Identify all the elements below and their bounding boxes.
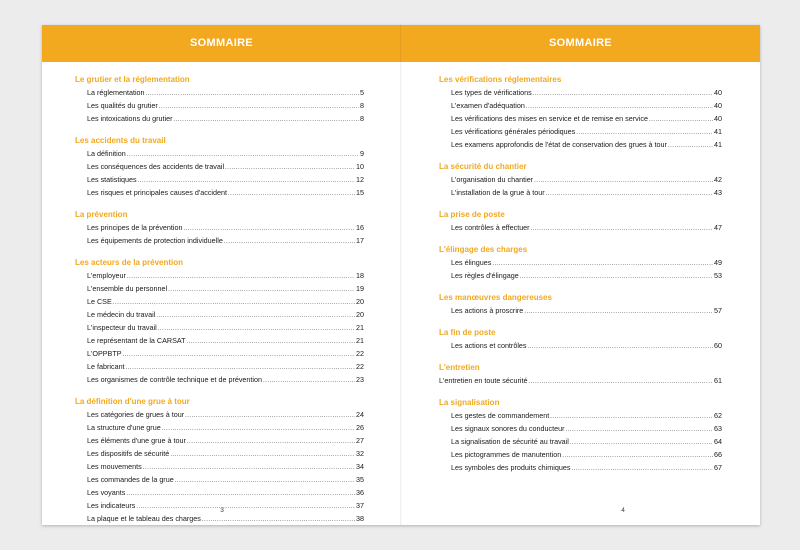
entry-label: Les intoxications du grutier [87,114,173,123]
toc-entry[interactable] [75,321,364,334]
entry-label: L'ensemble du personnel [87,284,168,293]
toc-section [75,73,364,125]
entry-label: Les organismes de contrôle technique et de prévention [87,375,263,384]
dot-leader [668,140,713,153]
entry-label: Les vérifications des mises en service et de remise en service [451,114,648,123]
toc-entry[interactable] [75,434,364,447]
toc-entry[interactable] [75,269,364,282]
toc-section [75,134,364,199]
entry-label: L'employeur [87,271,126,280]
entry-page-number: 34 [356,462,364,471]
entry-page-number: 61 [714,376,722,385]
toc-entry[interactable] [75,447,364,460]
toc-entry[interactable] [439,138,722,151]
toc-entry[interactable] [439,99,722,112]
entry-page-number: 41 [714,140,722,149]
toc-entry[interactable] [439,221,722,234]
entry-label: Le représentant de la CARSAT [87,336,186,345]
toc-entry[interactable] [439,409,722,422]
toc-section [439,291,722,317]
toc-entry[interactable] [439,339,722,352]
entry-page-number: 36 [356,488,364,497]
toc-entry[interactable] [75,160,364,173]
toc-section [439,361,722,387]
toc-section [75,395,364,525]
entry-page-number: 66 [714,450,722,459]
entry-label: La définition [87,149,126,158]
right-page [401,25,760,525]
page-number: 3 [220,507,224,514]
toc-entry[interactable] [75,99,364,112]
entry-page-number: 22 [356,349,364,358]
entry-page-number: 62 [714,411,722,420]
entry-page-number: 15 [356,188,364,197]
entry-page-number: 26 [356,423,364,432]
section-title: La prévention [75,210,128,219]
entry-label: Les risques et principales causes d'accident [87,188,228,197]
entry-page-number: 43 [714,188,722,197]
entry-label: La signalisation de sécurité au travail [451,437,569,446]
page-header-title: SOMMAIRE [190,37,253,49]
section-title: Les acteurs de la prévention [75,258,184,267]
entry-page-number: 40 [714,114,722,123]
entry-label: Les règles d'élingage [451,271,519,280]
toc-entry[interactable] [75,473,364,486]
entry-page-number: 40 [714,88,722,97]
entry-label: Les gestes de commandement [451,411,550,420]
entry-label: Les principes de la prévention [87,223,183,232]
toc-entry[interactable] [75,173,364,186]
entry-page-number: 37 [356,501,364,510]
entry-page-number: 47 [714,223,722,232]
toc-entry[interactable] [75,86,364,99]
entry-page-number: 64 [714,437,722,446]
toc-section [439,396,722,474]
entry-label: L'entretien en toute sécurité [439,376,528,385]
toc-entry[interactable] [75,334,364,347]
entry-label: La structure d'une grue [87,423,161,432]
section-title: L'élingage des charges [439,245,528,254]
toc-section [439,326,722,352]
toc-entry[interactable] [75,221,364,234]
entry-label: Le CSE [87,297,112,306]
toc-entry[interactable] [75,234,364,247]
dot-leader [571,463,713,476]
toc-entry[interactable] [75,360,364,373]
entry-label: Les élingues [451,258,492,267]
entry-page-number: 40 [714,101,722,110]
toc-entry[interactable] [439,435,722,448]
entry-page-number: 8 [360,114,364,123]
entry-page-number: 20 [356,310,364,319]
entry-page-number: 22 [356,362,364,371]
entry-label: Les contrôles à effectuer [451,223,530,232]
toc-entry[interactable] [75,282,364,295]
entry-page-number: 21 [356,323,364,332]
entry-label: La plaque et le tableau des charges [87,514,201,523]
dot-leader [174,114,360,127]
page-number: 4 [621,507,625,514]
toc-entry[interactable] [75,186,364,199]
toc-entry[interactable] [439,422,722,435]
entry-label: Les dispositifs de sécurité [87,449,170,458]
entry-label: Les signaux sonores du conducteur [451,424,565,433]
dot-leader [546,188,713,201]
entry-page-number: 18 [356,271,364,280]
dot-leader [202,514,355,527]
entry-page-number: 16 [356,223,364,232]
entry-label: Les qualités du grutier [87,101,158,110]
section-title: Les manœuvres dangereuses [439,293,552,302]
toc-entry[interactable] [439,256,722,269]
toc-entry[interactable] [439,112,722,125]
entry-label: Les actions et contrôles [451,341,527,350]
entry-label: L'organisation du chantier [451,175,534,184]
toc-section [439,160,722,199]
entry-label: Les mouvements [87,462,142,471]
toc-entry[interactable] [75,295,364,308]
entry-label: La réglementation [87,88,145,97]
toc-entry[interactable] [439,173,722,186]
table-of-contents [75,70,364,525]
entry-label: Les actions à proscrire [451,306,524,315]
dot-leader [524,306,713,319]
entry-page-number: 24 [356,410,364,419]
entry-label: Les voyants [87,488,126,497]
section-title: La signalisation [439,398,500,407]
entry-label: Les statistiques [87,175,137,184]
entry-page-number: 21 [356,336,364,345]
section-title: Les vérifications réglementaires [439,75,562,84]
entry-label: L'OPPBTP [87,349,122,358]
section-title: La fin de poste [439,328,496,337]
section-title: Le grutier et la réglementation [75,75,190,84]
toc-entry[interactable] [439,461,722,474]
page-header-title: SOMMAIRE [549,37,612,49]
entry-page-number: 35 [356,475,364,484]
entry-page-number: 12 [356,175,364,184]
entry-label: Le médecin du travail [87,310,156,319]
toc-entry[interactable] [75,347,364,360]
toc-entry[interactable] [75,308,364,321]
entry-label: Les pictogrammes de manutention [451,450,562,459]
toc-section [439,208,722,234]
dot-leader [228,188,355,201]
dot-leader [263,375,355,388]
dot-leader [224,236,355,249]
toc-entry[interactable] [439,186,722,199]
table-of-contents [439,70,722,474]
section-title: La sécurité du chantier [439,162,527,171]
toc-entry[interactable] [439,125,722,138]
dot-leader [531,223,713,236]
entry-page-number: 57 [714,306,722,315]
entry-label: Les vérifications générales périodiques [451,127,576,136]
entry-page-number: 41 [714,127,722,136]
entry-label: Les examens approfondis de l'état de conservation des grues à tour [451,140,667,149]
left-page [42,25,401,525]
booklet-spread [42,25,760,525]
entry-page-number: 49 [714,258,722,267]
entry-page-number: 67 [714,463,722,472]
entry-page-number: 42 [714,175,722,184]
toc-section [75,256,364,386]
section-title: La prise de poste [439,210,505,219]
section-title: Les accidents du travail [75,136,166,145]
toc-entry[interactable] [75,421,364,434]
toc-entry[interactable] [439,304,722,317]
toc-section [75,208,364,247]
entry-page-number: 9 [360,149,364,158]
section-title: La définition d'une grue à tour [75,397,190,406]
entry-page-number: 23 [356,375,364,384]
entry-page-number: 19 [356,284,364,293]
entry-label: L'examen d'adéquation [451,101,525,110]
toc-entry[interactable] [75,147,364,160]
entry-label: Les symboles des produits chimiques [451,463,571,472]
toc-entry[interactable] [439,269,722,282]
dot-leader [528,341,713,354]
entry-label: L'inspecteur du travail [87,323,157,332]
dot-leader [528,376,713,389]
entry-label: Les conséquences des accidents de travail [87,162,225,171]
entry-page-number: 27 [356,436,364,445]
entry-page-number: 10 [356,162,364,171]
toc-entry[interactable] [75,112,364,125]
toc-entry[interactable] [439,86,722,99]
toc-entry[interactable] [439,448,722,461]
entry-label: Le fabricant [87,362,125,371]
entry-label: L'installation de la grue à tour [451,188,545,197]
entry-label: Les indicateurs [87,501,136,510]
toc-entry[interactable] [75,408,364,421]
entry-page-number: 17 [356,236,364,245]
entry-label: Les éléments d'une grue à tour [87,436,186,445]
toc-section [439,73,722,151]
entry-page-number: 20 [356,297,364,306]
toc-entry[interactable] [75,486,364,499]
toc-entry[interactable] [439,374,722,387]
entry-page-number: 63 [714,424,722,433]
entry-label: Les équipements de protection individuelle [87,236,223,245]
entry-page-number: 5 [360,88,364,97]
entry-page-number: 8 [360,101,364,110]
section-title: L'entretien [439,363,480,372]
entry-page-number: 32 [356,449,364,458]
entry-page-number: 38 [356,514,364,523]
entry-label: Les types de vérifications [451,88,532,97]
dot-leader [520,271,713,284]
entry-page-number: 60 [714,341,722,350]
toc-entry[interactable] [75,460,364,473]
entry-page-number: 53 [714,271,722,280]
toc-section [439,243,722,282]
entry-label: Les catégories de grues à tour [87,410,185,419]
entry-label: Les commandes de la grue [87,475,174,484]
toc-entry[interactable] [75,373,364,386]
